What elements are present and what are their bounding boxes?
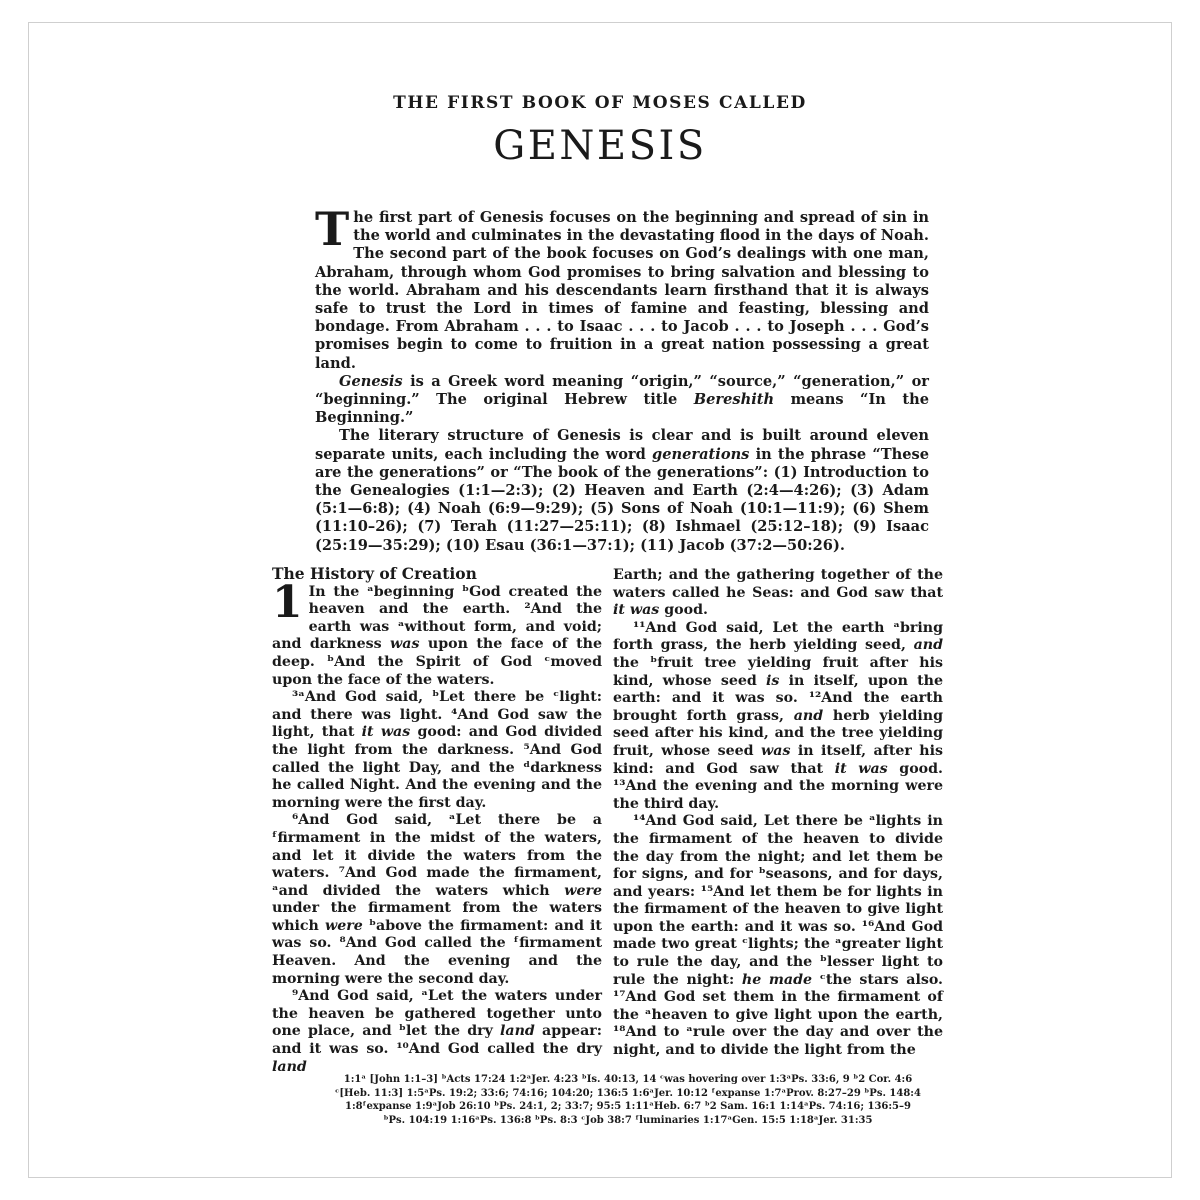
verse-text: good. ¹³And the evening and the morning were the third day. [613,760,943,812]
verse-italic: and [793,707,824,724]
verse-text: in itself, after his kind: and God saw that [613,742,943,777]
verse-italic: were [564,882,602,899]
verse-italic: he made [741,971,813,988]
verse-italic: and [913,637,943,654]
verse-text: In the ᵃbeginning ᵇGod created the heaven and the earth. ²And the earth was ᵃwithout form, and void; and darkness [272,583,602,653]
intro-text-3b: in the phrase “These are the generations” or “The book of the generations”: (1) Introduction to the Genealogies (1:1—2:3); (2) Heaven and Earth (2:4—4:26); (3) Adam (5:1—6:8); (4) Noah (6:9—9:29); (5) Sons of Noah (10:1—11:9); (6) Shem (11:10–26); (7) Terah (11:27—25:11); (8) Ishmael (25:12–18); (9) Isaac (25:19—35:29); (10) Esau (36:1—37:1); (11) Jacob (37:2—50:26). [315,445,929,554]
verse-text: under the firmament from the waters which [272,900,602,934]
footnote-line: 1:8ᶠexpanse 1:9ᵃJob 26:10 ᵇPs. 24:1, 2; 33:7; 95:5 1:11ᵃHeb. 6:7 ᵇ2 Sam. 16:1 1:14ᵃPs. 74:16; 136:5–9 [345,1101,911,1113]
intro-term-generations: generations [652,445,750,463]
footnote-line: 1:1ᵃ [John 1:1–3] ᵇActs 17:24 1:2ᵃJer. 4:23 ᵇIs. 40:13, 14 ᶜwas hovering over 1:3ᵃPs. 33:6, 9 ᵇ2 Cor. 4:6 [343,1074,913,1085]
verse-text: ¹¹And God said, Let the earth ᵃbring forth grass, the herb yielding seed, [613,619,943,654]
verse-text: appear: and it was so. ¹⁰And God called the dry [272,1023,602,1058]
verse-italic: was [761,742,791,759]
verse-italic: is [766,672,780,689]
verse-italic: land [500,1023,535,1040]
scripture-column-right [613,567,943,1060]
verse-italic: was [390,636,420,653]
book-supertitle: THE FIRST BOOK OF MOSES CALLED [393,93,807,113]
verse-14 [613,813,943,1059]
verse-text: ᶜthe stars also. ¹⁷And God set them in the firmament of the ᵃheaven to give light upon the earth, ¹⁸And to ᵃrule over the day and over the night, and to divide the light from the [613,971,944,1059]
verse-6 [272,812,602,988]
verse-italic: it was [361,724,411,741]
intro-drop-cap: T [315,202,350,256]
bible-page [28,22,1172,1178]
verse-text: ³ᵃAnd God said, ᵇLet there be ᶜlight: and there was light. ⁴And God saw the light, that [272,689,602,741]
verse-text: herb yielding seed after his kind, and the tree yielding fruit, whose seed [613,707,943,759]
intro-text-2b: means “In the Beginning.” [315,391,929,427]
verse-italic: were [325,917,363,934]
footnote-line: ᶜ[Heb. 11:3] 1:5ᵃPs. 19:2; 33:6; 74:16; 104:20; 136:5 1:6ᵃJer. 10:12 ᶠexpanse 1:7ᵃProv. 8:27–29 ᵇPs. 148:4 [335,1087,921,1099]
verse-italic: it was [834,760,888,777]
verse-1 [272,576,602,690]
footnote-line: ᵇPs. 104:19 1:16ᵃPs. 136:8 ᵇPs. 8:3 ᶜJob 38:7 ᶠluminaries 1:17ᵃGen. 15:5 1:18ᵃJer. 31:35 [383,1114,873,1126]
intro-text-1: he first part of Genesis focuses on the beginning and spread of sin in the world and culminates in the devastating flood in the days of Noah. The second part of the book focuses on God’s dealings with one man, Abraham, through whom God promises to bring salvation and blessing to the world. Abraham and his descendants learn firsthand that it is always safe to trust the Lord in times of famine and feasting, blessing and bondage. From Abraham . . . to Isaac . . . to Jacob . . . to Joseph . . . God’s promises begin to come to fruition in a great nation possessing a great land. [315,209,929,372]
verse-text: ᵇabove the firmament: and it was so. ⁸And God called the ᶠfirmament Heaven. And the evening and the morning were the second day. [272,917,602,987]
verse-3 [272,689,602,812]
intro-term-genesis: Genesis [339,372,403,390]
verse-text: ⁹And God said, ᵃLet the waters under the heaven be gathered together unto one place, and ᵇlet the dry [272,988,602,1040]
verse-text: in itself, upon the earth: and it was so. ¹²And the earth brought forth grass, [613,672,943,724]
intro-term-bereshith: Bereshith [693,391,775,409]
book-introduction [315,202,929,555]
verse-text: ¹⁴And God said, Let there be ᵃlights in the firmament of the heaven to divide the day from the night; and let them be for signs, and for ᵇseasons, and for days, and years: ¹⁵And let them be for lights in the firmament of the heaven to give light upon the earth: and it was so. ¹⁶And God made two great ᶜlights; the ᵃgreater light to rule the day, and the ᵇlesser light to rule the night: [613,813,943,988]
cross-reference-footnotes [283,1073,973,1127]
verse-text: the ᵇfruit tree yielding fruit after his kind, whose seed [613,654,943,689]
verse-text: Earth; and the gathering together of the waters called he Seas: and God saw that [613,567,943,601]
intro-paragraph-3 [315,427,929,554]
verse-italic: land [272,1058,307,1075]
chapter-number: 1 [272,576,303,628]
intro-text-3a: The literary structure of Genesis is clear and is built around eleven separate units, each including the word [315,427,929,463]
verse-11 [613,620,943,814]
verse-text: good: and God divided the light from the darkness. ⁵And God called the light Day, and the ᵈdarkness he called Night. And the evening and the morning were the first day. [272,724,602,811]
verse-italic: it was [613,602,660,619]
verse-text: upon the face of the deep. ᵇAnd the Spirit of God ᶜmoved upon the face of the waters. [272,636,602,688]
verse-10-continued [613,567,943,620]
book-title: GENESIS [493,123,707,169]
verse-9 [272,988,602,1076]
verse-text: good. [659,602,708,619]
verse-text: ⁶And God said, ᵃLet there be a ᶠfirmament in the midst of the waters, and let it divide the waters from the waters. ⁷And God made the firmament, ᵃand divided the waters which [272,812,602,899]
section-heading: The History of Creation [272,564,477,583]
intro-text-2a: is a Greek word meaning “origin,” “source,” “generation,” or “beginning.” The original Hebrew title [315,372,929,409]
intro-paragraph-1 [315,202,929,373]
scripture-column-left [272,565,602,1076]
intro-paragraph-2 [315,373,929,428]
